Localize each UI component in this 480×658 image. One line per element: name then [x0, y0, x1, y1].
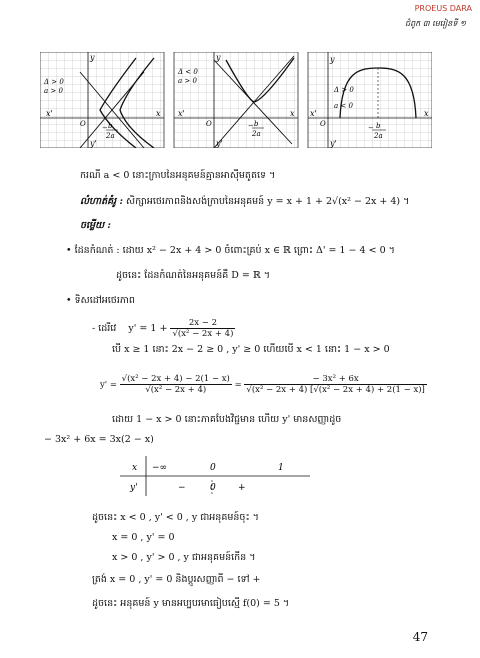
y-prime-label: y'	[216, 139, 223, 148]
minus-sign: −	[102, 124, 108, 132]
table-zero-sign: 0	[210, 483, 216, 493]
increasing-line: x > 0 , y' > 0 , y ជាអនុគមន៍កើន ។	[112, 552, 256, 563]
graph-hyperbola-opening-up	[174, 52, 298, 148]
domain-result: ដូចនេះ ដែនកំណត់នៃអនុគមន៍គឺ D = ℝ ។	[116, 270, 271, 281]
variation-label: • ទិសដៅអថេរភាព	[66, 295, 135, 306]
delta-label: Δ > 0	[44, 78, 64, 86]
table-neg-inf: −∞	[152, 463, 168, 473]
since-line: ដោយ 1 − x > 0 នោះភាគបែងវិជ្ជមាន ហើយ y' មានសញ្ញាដូច	[112, 414, 342, 425]
yprime-lhs: y' =	[100, 380, 117, 391]
minimum-line: ដូចនេះ អនុគមន៍ y មានអប្បបរមាធៀបស្មើ f(0) = 5 ។	[92, 598, 290, 609]
table-plus: +	[238, 483, 246, 493]
origin-label: O	[320, 120, 326, 128]
graph-hyperbola-opening-sides	[40, 52, 164, 148]
fraction-1-denominator: √(x² − 2x + 4)	[145, 385, 207, 396]
derivative-line	[92, 318, 235, 339]
y-label: y	[216, 53, 221, 62]
x-prime-label: x'	[46, 109, 53, 118]
origin-label: O	[206, 120, 212, 128]
domain-text: ដោយ x² − 2x + 4 > 0 ចំពោះគ្រប់ x ∈ ℝ ព្រោះ Δ' = 1 − 4 < 0 ។	[122, 245, 395, 256]
graphs-row	[40, 52, 432, 148]
x-prime-label: x'	[310, 109, 317, 118]
two-a-label: 2a	[106, 132, 115, 140]
equals-sign: =	[234, 380, 242, 391]
table-yprime-header: y'	[130, 483, 138, 493]
origin-label: O	[80, 120, 86, 128]
sign-change-line: ត្រង់ x = 0 , y' = 0 និងប្តូរសញ្ញាពី − ទៅ +	[92, 574, 261, 585]
exercise-label: លំហាត់គំរូ :	[80, 196, 123, 207]
graph-upper-semi-ellipse	[308, 52, 432, 148]
fraction-2	[244, 374, 426, 395]
y-label: y	[90, 53, 95, 62]
fraction-2-denominator: √(x² − 2x + 4) [√(x² − 2x + 4) + 2(1 − x)]	[246, 385, 425, 396]
minus-sign: −	[368, 124, 374, 132]
zero-line: x = 0 , y' = 0	[112, 532, 175, 543]
table-x-header: x	[132, 463, 138, 473]
x-label: x	[424, 109, 429, 118]
derivative-numerator: 2x − 2	[170, 318, 235, 329]
table-zero: 0	[210, 463, 216, 473]
header-brand: PROEUS DARA	[414, 4, 472, 13]
x-label: x	[156, 109, 161, 118]
table-one: 1	[278, 463, 284, 473]
condition-line: បើ x ≥ 1 នោះ 2x − 2 ≥ 0 , y' ≥ 0 ហើយបើ x < 1 នោះ 1 − x > 0	[112, 344, 390, 355]
fraction-2-numerator: − 3x² + 6x	[244, 374, 426, 385]
delta-label: Δ < 0	[178, 68, 198, 76]
x-label: x	[290, 109, 295, 118]
derivative-label: - ដេរីវេ	[92, 323, 117, 335]
chapter-header: ជំពូក ៣ មេរៀនទី ១	[405, 19, 466, 28]
a-label: a > 0	[44, 87, 63, 95]
y-prime-label: y'	[90, 139, 97, 148]
two-a-label: 2a	[374, 132, 383, 140]
exercise-line	[80, 196, 409, 207]
domain-label: • ដែនកំណត់ :	[66, 245, 120, 256]
fraction-1-numerator: √(x² − 2x + 4) − 2(1 − x)	[121, 374, 230, 384]
minus-sign: −	[248, 122, 254, 130]
page-number: 47	[412, 630, 428, 644]
sign-table	[120, 456, 310, 504]
derivative-denominator: √(x² − 2x + 4)	[172, 329, 234, 340]
a-label: a > 0	[178, 77, 197, 85]
derivative-fraction	[170, 318, 235, 339]
solution-label: ចម្លើយ :	[80, 220, 111, 231]
yprime-equation	[100, 374, 427, 395]
factor-line: − 3x² + 6x = 3x(2 − x)	[44, 434, 154, 445]
a-label: a < 0	[334, 102, 353, 110]
two-a-label: 2a	[252, 130, 261, 138]
fraction-1	[120, 374, 232, 395]
y-label: y	[330, 55, 335, 64]
delta-label: Δ > 0	[334, 86, 354, 94]
table-minus: −	[178, 483, 186, 493]
y-prime-label: y'	[330, 139, 337, 148]
domain-line	[66, 245, 395, 256]
exercise-text: សិក្សាអថេរភាពនិងសង់ក្រាបនៃអនុគមន៍ y = x + 1 + 2√(x² − 2x + 4) ។	[126, 196, 410, 207]
b-label: b	[254, 120, 259, 128]
x-prime-label: x'	[178, 109, 185, 118]
case-line: ករណី a < 0 នោះក្រាបនៃអនុគមន៍គ្មានអាស៊ីមតូតទេ ។	[80, 170, 276, 181]
derivative-lhs: y' = 1 +	[128, 323, 168, 335]
b-label: b	[108, 122, 113, 130]
b-label: b	[376, 122, 381, 130]
decreasing-line: ដូចនេះ x < 0 , y' < 0 , y ជាអនុគមន៍ចុះ ។	[92, 512, 259, 523]
